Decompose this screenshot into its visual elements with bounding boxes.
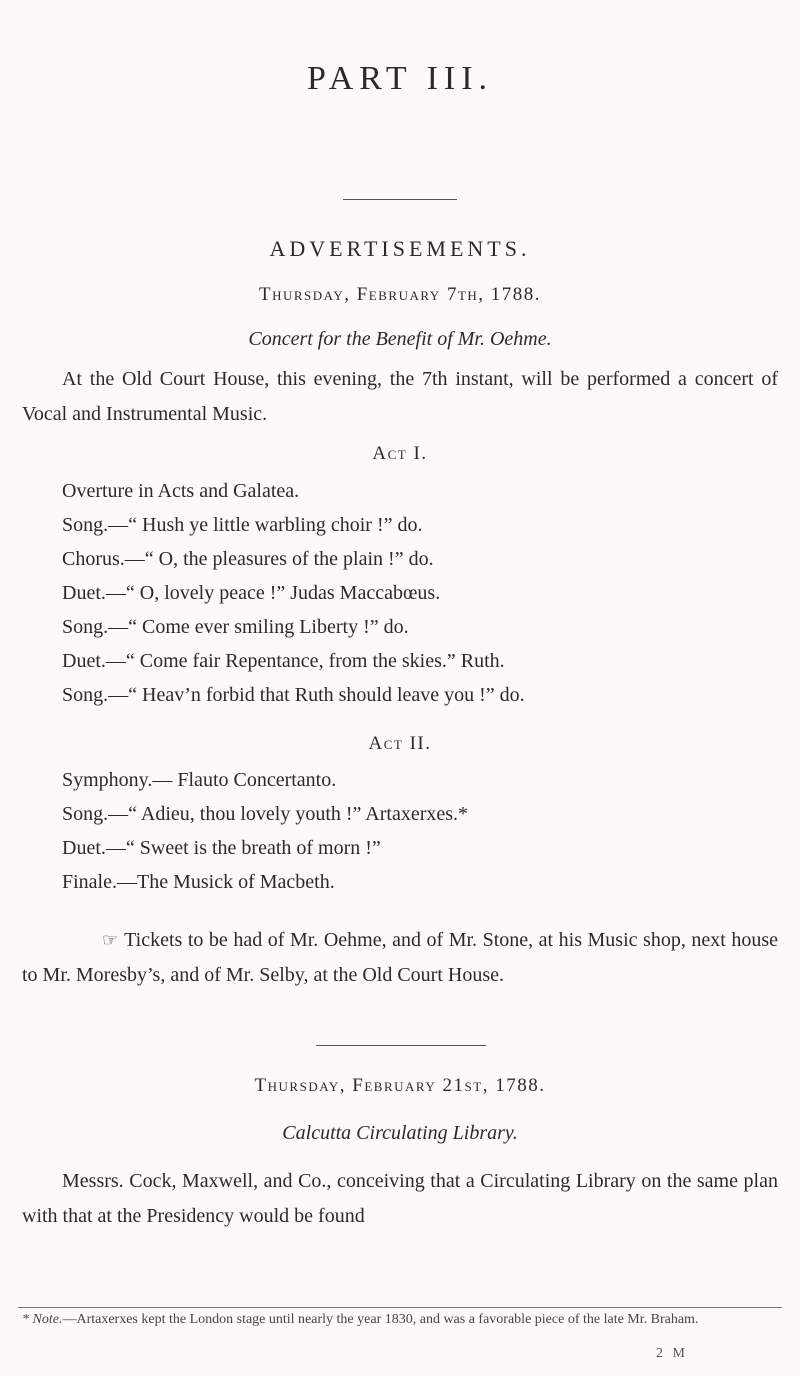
act2-heading: Act II. xyxy=(368,733,432,754)
list-item: Chorus.—“ O, the pleasures of the plain !” do. xyxy=(62,548,434,570)
part-title: PART III. xyxy=(306,60,494,97)
divider xyxy=(316,1045,486,1046)
footnote-label: * Note. xyxy=(22,1312,63,1327)
list-item: Overture in Acts and Galatea. xyxy=(62,480,300,502)
footnote-divider xyxy=(18,1307,782,1308)
footnote-text: —Artaxerxes kept the London stage until nearly the year 1830, and was a favorable piece of the late Mr. Braham. xyxy=(62,1312,699,1327)
list-item: Symphony.— Flauto Concertanto. xyxy=(62,769,337,791)
ad2-text: Messrs. Cock, Maxwell, and Co., conceiving that a Circulating Library on the same plan with that at the Presidency would be found xyxy=(22,1170,778,1227)
list-item: Duet.—“ Come fair Repentance, from the skies.” Ruth. xyxy=(62,650,505,672)
list-item: Song.—“ Hush ye little warbling choir !” do. xyxy=(62,514,423,536)
act1-heading: Act I. xyxy=(372,443,428,464)
divider xyxy=(343,199,457,200)
signature-mark: 2 M xyxy=(656,1346,688,1361)
list-item: Finale.—The Musick of Macbeth. xyxy=(62,871,335,893)
ad1-title: Concert for the Benefit of Mr. Oehme. xyxy=(248,328,552,350)
ad2-date: Thursday, February 21st, 1788. xyxy=(254,1075,546,1096)
ad1-date: Thursday, February 7th, 1788. xyxy=(258,284,542,305)
list-item: Duet.—“ Sweet is the breath of morn !” xyxy=(62,837,381,859)
tickets-text: Tickets to be had of Mr. Oehme, and of Mr. Stone, at his Music shop, next house to Mr. Moresby’s, and of Mr. Selby, at the Old Court House. xyxy=(22,929,778,986)
list-item: Song.—“ Come ever smiling Liberty !” do. xyxy=(62,616,409,638)
pointing-hand-icon: ☞ xyxy=(102,930,119,950)
footnote xyxy=(22,1310,778,1329)
list-item: Song.—“ Heav’n forbid that Ruth should leave you !” do. xyxy=(62,684,525,706)
ad2-title: Calcutta Circulating Library. xyxy=(282,1122,518,1144)
tickets-notice xyxy=(22,923,778,993)
list-item: Song.—“ Adieu, thou lovely youth !” Artaxerxes.* xyxy=(62,803,469,825)
section-title: ADVERTISEMENTS. xyxy=(269,236,531,261)
list-item: Duet.—“ O, lovely peace !” Judas Maccabœus. xyxy=(62,582,441,604)
ad1-intro: At the Old Court House, this evening, the 7th instant, will be performed a concert of Vocal and Instrumental Music. xyxy=(22,368,778,425)
